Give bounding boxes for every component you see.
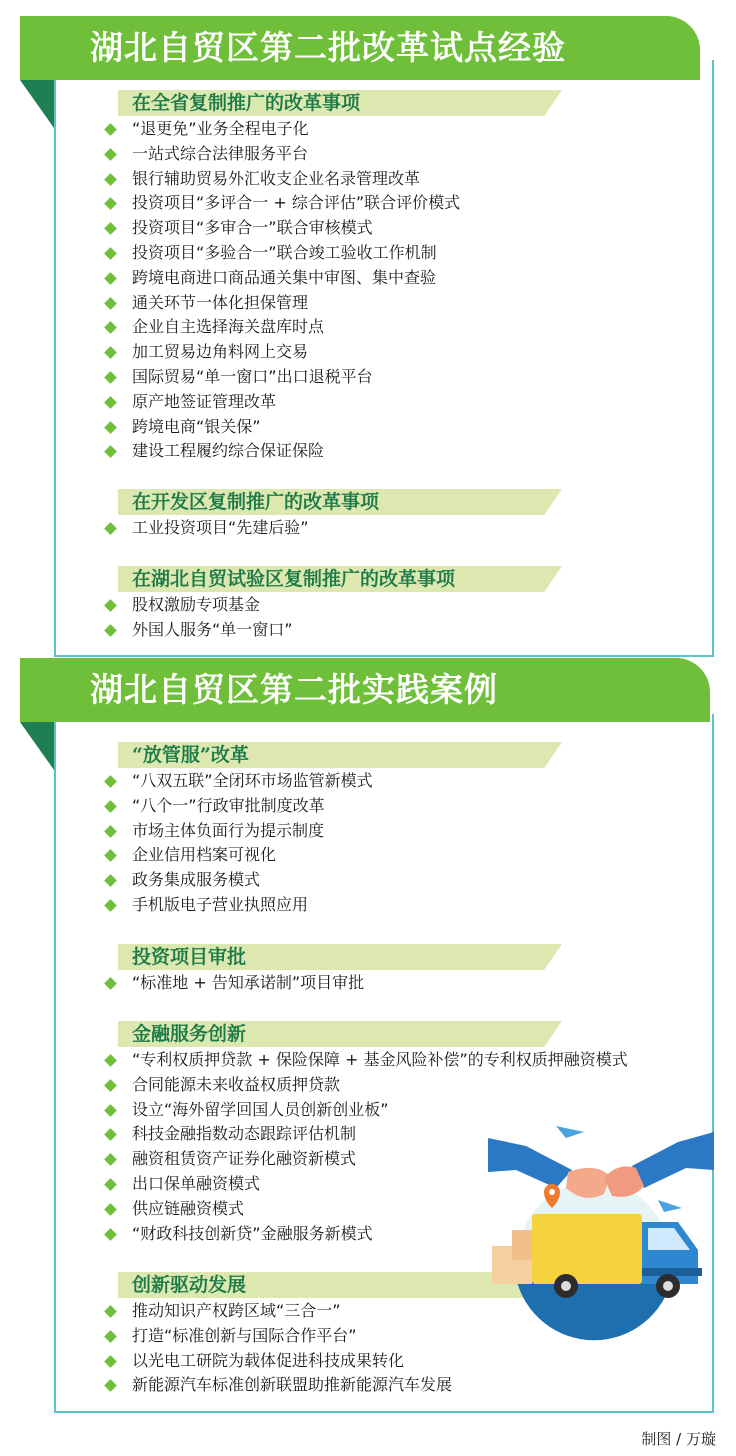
banner-1-fold (20, 80, 54, 128)
handshake-truck-illustration (486, 1118, 716, 1348)
section-heading: 投资项目审批 (104, 944, 246, 970)
list-item: 以光电工研院为载体促进科技成果转化 (104, 1349, 452, 1374)
section-heading: “放管服”改革 (104, 742, 249, 768)
list-item: “标准地 + 告知承诺制”项目审批 (104, 971, 364, 996)
list-item: 股权激励专项基金 (104, 593, 293, 618)
list-item: 建设工程履约综合保证保险 (104, 439, 460, 464)
banner-2-fold (20, 722, 54, 770)
list-item: 跨境电商“银关保” (104, 415, 460, 440)
list-item: 工业投资项目“先建后验” (104, 516, 309, 541)
list-item: 一站式综合法律服务平台 (104, 142, 460, 167)
list-item: 市场主体负面行为提示制度 (104, 819, 373, 844)
banner-2 (20, 658, 710, 722)
list-item: 企业信用档案可视化 (104, 843, 373, 868)
section-heading: 在湖北自贸试验区复制推广的改革事项 (104, 566, 455, 592)
list-item: 设立“海外留学回国人员创新创业板” (104, 1098, 628, 1123)
section-list (104, 593, 293, 643)
section-heading: 在全省复制推广的改革事项 (104, 90, 360, 116)
list-item: 跨境电商进口商品通关集中审图、集中查验 (104, 266, 460, 291)
list-item: 供应链融资模式 (104, 1197, 628, 1222)
list-item: “八双五联”全闭环市场监管新模式 (104, 769, 373, 794)
list-item: 原产地签证管理改革 (104, 390, 460, 415)
list-item: 外国人服务“单一窗口” (104, 618, 293, 643)
section-list (104, 971, 364, 996)
list-item: 打造“标准创新与国际合作平台” (104, 1324, 452, 1349)
header-1-title: 湖北自贸区第二批改革试点经验 (90, 28, 566, 67)
section-heading: 在开发区复制推广的改革事项 (104, 489, 379, 515)
section-list (104, 117, 460, 464)
list-item: 新能源汽车标准创新联盟助推新能源汽车发展 (104, 1373, 452, 1398)
list-item: 银行辅助贸易外汇收支企业名录管理改革 (104, 167, 460, 192)
paper-plane-icon (556, 1126, 584, 1138)
list-item: “专利权质押贷款 + 保险保障 + 基金风险补偿”的专利权质押融资模式 (104, 1048, 628, 1073)
list-item: 政务集成服务模式 (104, 868, 373, 893)
list-item: 合同能源未来收益权质押贷款 (104, 1073, 628, 1098)
section-heading: 创新驱动发展 (104, 1272, 246, 1298)
header-2-title: 湖北自贸区第二批实践案例 (90, 670, 498, 709)
section-list (104, 769, 373, 918)
list-item: “退更免”业务全程电子化 (104, 117, 460, 142)
banner-1 (20, 16, 700, 80)
list-item: 出口保单融资模式 (104, 1172, 628, 1197)
paper-plane-icon (658, 1200, 682, 1212)
list-item: “财政科技创新贷”金融服务新模式 (104, 1222, 628, 1247)
list-item: 投资项目“多评合一 + 综合评估”联合评价模式 (104, 191, 460, 216)
list-item: 企业自主选择海关盘库时点 (104, 315, 460, 340)
list-item: 推动知识产权跨区域“三合一” (104, 1299, 452, 1324)
section-list (104, 516, 309, 541)
list-item: “八个一”行政审批制度改革 (104, 794, 373, 819)
credit-line: 制图 / 万璇 (641, 1430, 716, 1448)
list-item: 科技金融指数动态跟踪评估机制 (104, 1122, 628, 1147)
list-item: 国际贸易“单一窗口”出口退税平台 (104, 365, 460, 390)
list-item: 投资项目“多审合一”联合审核模式 (104, 216, 460, 241)
list-item: 融资租赁资产证券化融资新模式 (104, 1147, 628, 1172)
list-item: 加工贸易边角料网上交易 (104, 340, 460, 365)
list-item: 通关环节一体化担保管理 (104, 291, 460, 316)
list-item: 投资项目“多验合一”联合竣工验收工作机制 (104, 241, 460, 266)
list-item: 手机版电子营业执照应用 (104, 893, 373, 918)
section-heading: 金融服务创新 (104, 1021, 246, 1047)
section-list (104, 1299, 452, 1398)
